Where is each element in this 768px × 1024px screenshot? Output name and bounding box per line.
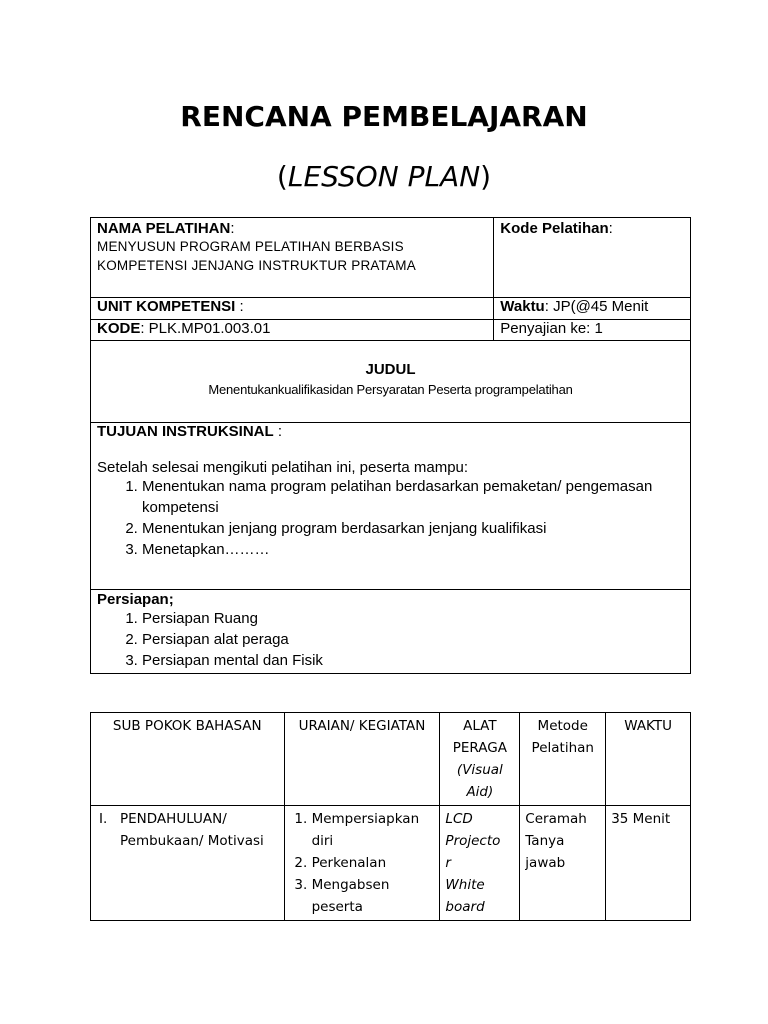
persiapan-item: 3. Persiapan mental dan Fisik [142, 650, 684, 671]
header-metode [520, 713, 606, 806]
persiapan-cell [91, 590, 691, 674]
persiapan-item: 1. Persiapan Ruang [142, 608, 684, 629]
waktu-value: : JP(@45 Menit [544, 298, 649, 315]
header-uraian: URAIAN/ KEGIATAN [284, 713, 440, 806]
tujuan-cell [91, 423, 691, 590]
info-table [90, 217, 691, 674]
nama-pelatihan-value-1: MENYUSUN PROGRAM PELATIHAN BERBASIS [97, 239, 404, 254]
row1-alat-line: LCD [445, 811, 473, 827]
kode-pelatihan-colon: : [608, 220, 613, 237]
header-sub-pokok: SUB POKOK BAHASAN [91, 713, 285, 806]
row1-alat-line: Projecto [445, 833, 501, 849]
penyajian-cell [494, 320, 691, 341]
row1-metode-line: Tanya [525, 833, 565, 849]
table-row [91, 806, 691, 921]
row1-uraian-item: 1. Mempersiapkan diri [312, 808, 435, 852]
lesson-table [90, 712, 691, 921]
row1-metode [520, 806, 606, 921]
tujuan-item: 1. Menentukan nama program pelatihan berdasarkan pemaketan/ pengemasan kompetensi [142, 476, 684, 518]
row1-metode-line: Ceramah [525, 811, 587, 827]
row1-alat-line: board [445, 899, 485, 915]
header-alat [440, 713, 520, 806]
row1-uraian-list [290, 808, 435, 918]
row1-alat-line: White [445, 877, 485, 893]
row1-sub-number: I. [99, 811, 108, 827]
waktu-label: Waktu [500, 298, 545, 315]
nama-pelatihan-label: NAMA PELATIHAN [97, 220, 231, 237]
row1-sub-line: Pembukaan/ Motivasi [120, 833, 264, 849]
kode-pelatihan-label: Kode Pelatihan [500, 220, 609, 237]
nama-pelatihan-cell [91, 218, 494, 298]
document-title: RENCANA PEMBELAJARAN [180, 100, 588, 133]
nama-pelatihan-colon: : [230, 220, 235, 237]
judul-label: JUDUL [365, 361, 416, 378]
penyajian-value: Penyajian ke: 1 [500, 320, 603, 337]
row1-sub-pokok [91, 806, 285, 921]
kode-pelatihan-cell [494, 218, 691, 298]
subtitle-open: ( [276, 160, 288, 193]
tujuan-list [97, 476, 684, 560]
tujuan-intro: Setelah selesai mengikuti pelatihan ini, peserta mampu: [97, 459, 469, 476]
header-alat-line: Aid) [466, 784, 494, 800]
header-metode-line: Metode [537, 718, 588, 734]
waktu-cell [494, 298, 691, 320]
document-subtitle [0, 160, 768, 193]
unit-kompetensi-cell [91, 298, 494, 320]
judul-value: Menentukankualifikasidan Persyaratan Peserta programpelatihan [208, 382, 573, 397]
unit-kompetensi-label: UNIT KOMPETENSI [97, 298, 236, 315]
kode-cell [91, 320, 494, 341]
subtitle-close: ) [480, 160, 492, 193]
subtitle-main: LESSON PLAN [287, 160, 481, 193]
nama-pelatihan-value-2: KOMPETENSI JENJANG INSTRUKTUR PRATAMA [97, 258, 416, 273]
row1-waktu: 35 Menit [606, 806, 691, 921]
row1-uraian-item: 3. Mengabsen peserta [312, 874, 435, 918]
header-alat-line: ALAT [463, 718, 497, 734]
persiapan-label: Persiapan; [97, 591, 174, 608]
tujuan-item: 3. Menetapkan……… [142, 539, 684, 560]
header-waktu: WAKTU [606, 713, 691, 806]
header-metode-line: Pelatihan [531, 740, 594, 756]
unit-kompetensi-colon: : [235, 298, 244, 315]
kode-value: : PLK.MP01.003.01 [140, 320, 271, 337]
row1-uraian [284, 806, 440, 921]
persiapan-item: 2. Persiapan alat peraga [142, 629, 684, 650]
lesson-header-row [91, 713, 691, 806]
persiapan-list [97, 608, 684, 671]
tujuan-label: TUJUAN INSTRUKSINAL [97, 423, 274, 440]
row1-uraian-item: 2. Perkenalan [312, 852, 435, 874]
row1-sub-line: PENDAHULUAN/ [120, 811, 227, 827]
kode-label: KODE [97, 320, 141, 337]
tujuan-colon: : [273, 423, 283, 440]
row1-alat [440, 806, 520, 921]
row1-metode-line: jawab [525, 855, 566, 871]
row1-alat-line: r [445, 855, 451, 871]
judul-cell [91, 341, 691, 423]
header-alat-line: PERAGA [452, 740, 507, 756]
header-alat-line: (Visual [456, 762, 503, 778]
tujuan-item: 2. Menentukan jenjang program berdasarkan jenjang kualifikasi [142, 518, 684, 539]
